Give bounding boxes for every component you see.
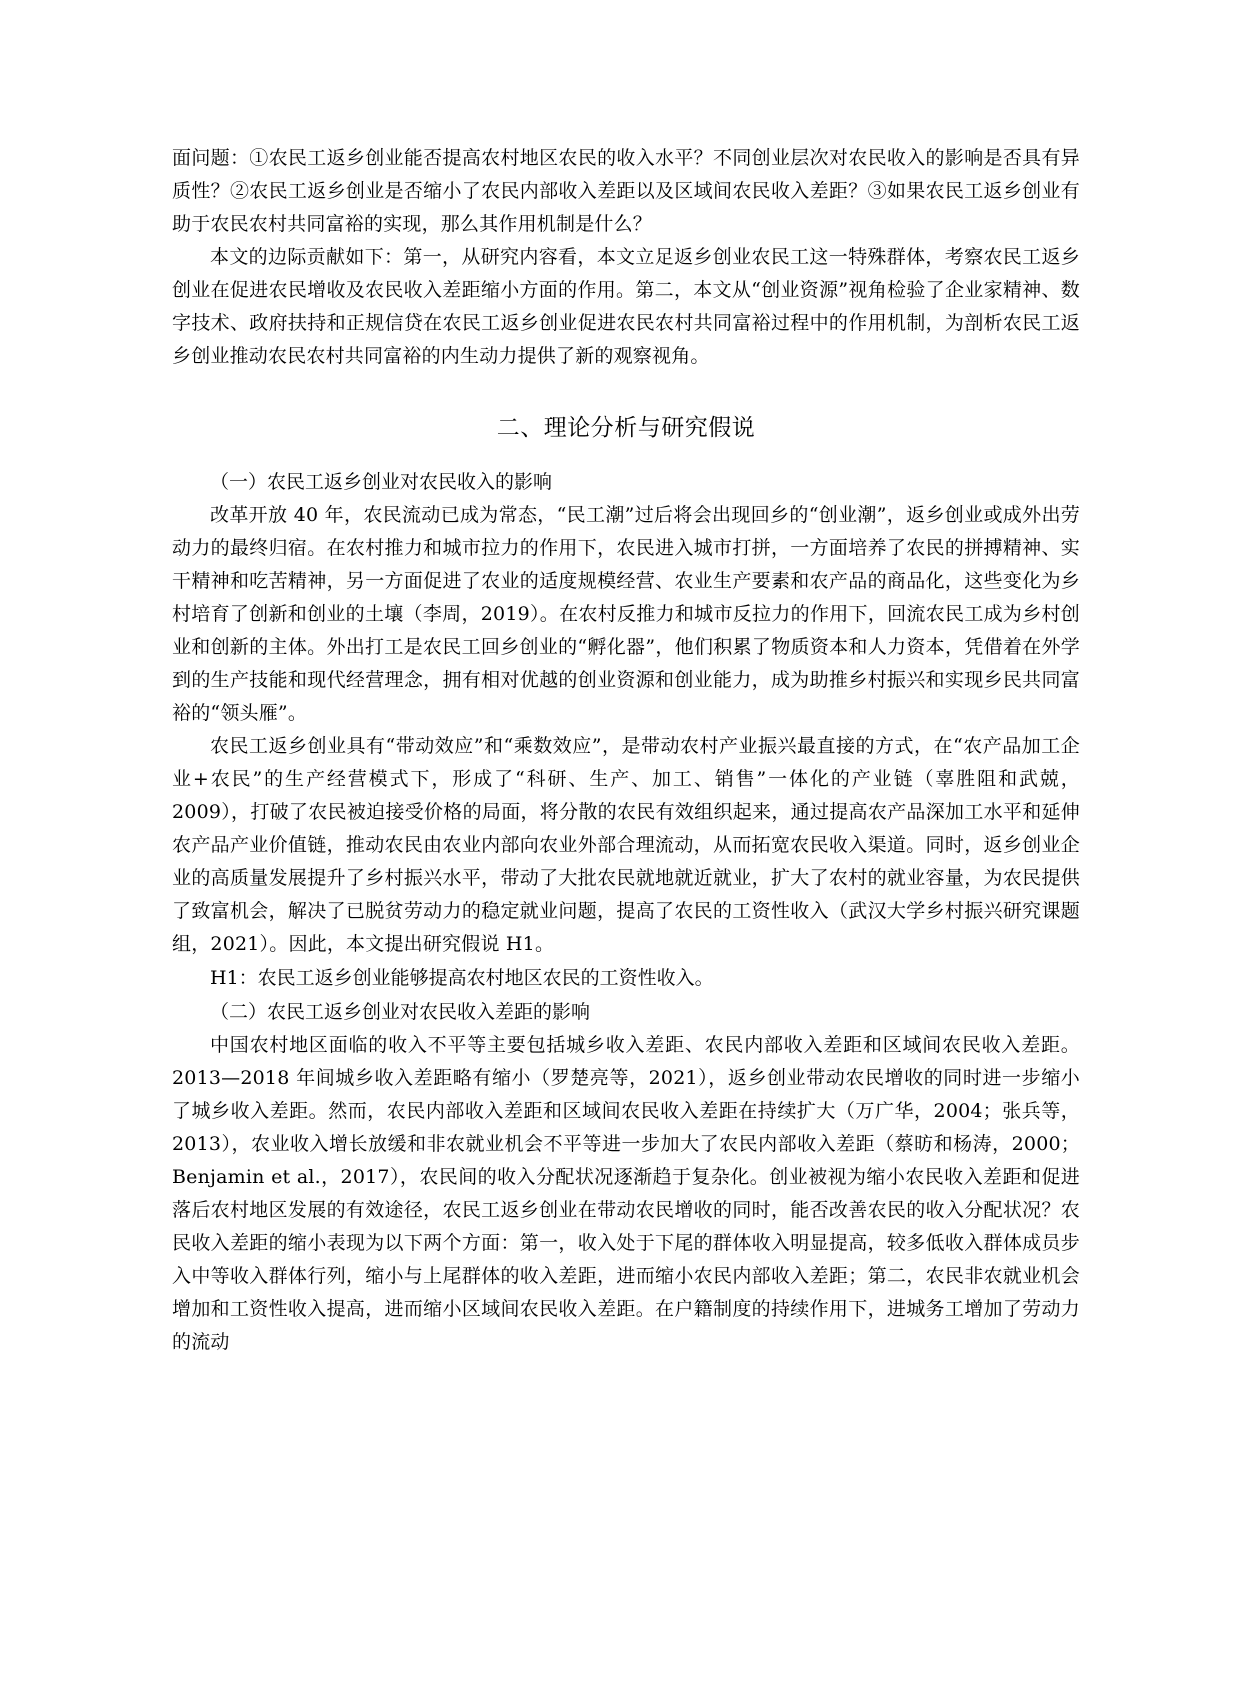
hypothesis-h1: H1：农民工返乡创业能够提高农村地区农民的工资性收入。 [210,967,714,989]
subsection-2-paragraph-1: 中国农村地区面临的收入不平等主要包括城乡收入差距、农民内部收入差距和区域间农民收入差距。2013—2018 年间城乡收入差距略有缩小（罗楚亮等，2021），返乡创业带动农民增收的同时进一步缩小了城乡收入差距。然而，农民内部收入差距和区域间农民收入差距在持续扩大（万广华，2004；张兵等，2013），农业收入增长放缓和非农就业机会不平等进一步加大了农民内部收入差距（蔡昉和杨涛，2000；Benjamin et al.，2017），农民间的收入分配状况逐渐趋于复杂化。创业被视为缩小农民收入差距和促进落后农村地区发展的有效途径，农民工返乡创业在带动农民增收的同时，能否改善农民的收入分配状况？农民收入差距的缩小表现为以下两个方面：第一，收入处于下尾的群体收入明显提高，较多低收入群体成员步入中等收入群体行列，缩小与上尾群体的收入差距，进而缩小农民内部收入差距；第二，农民非农就业机会增加和工资性收入提高，进而缩小区域间农民收入差距。在户籍制度的持续作用下，进城务工增加了劳动力的流动 [172,1034,1080,1353]
subsection-heading-2: （二）农民工返乡创业对农民收入差距的影响 [210,1001,591,1023]
intro-paragraph-contributions: 本文的边际贡献如下：第一，从研究内容看，本文立足返乡创业农民工这一特殊群体，考察农民工返乡创业在促进农民增收及农民收入差距缩小方面的作用。第二，本文从“创业资源”视角检验了企业家精神、数字技术、政府扶持和正规信贷在农民工返乡创业促进农民农村共同富裕过程中的作用机制，为剖析农民工返乡创业推动农民农村共同富裕的内生动力提供了新的观察视角。 [172,246,1080,367]
subsection-heading-1: （一）农民工返乡创业对农民收入的影响 [210,471,553,493]
intro-paragraph-questions: 面问题：①农民工返乡创业能否提高农村地区农民的收入水平？不同创业层次对农民收入的影响是否具有异质性？②农民工返乡创业是否缩小了农民内部收入差距以及区域间农民收入差距？③如果农民工返乡创业有助于农民农村共同富裕的实现，那么其作用机制是什么？ [172,147,1080,235]
subsection-1-paragraph-1: 改革开放 40 年，农民流动已成为常态，“民工潮”过后将会出现回乡的“创业潮”，返乡创业或成外出劳动力的最终归宿。在农村推力和城市拉力的作用下，农民进入城市打拼，一方面培养了农民的拼搏精神、实干精神和吃苦精神，另一方面促进了农业的适度规模经营、农业生产要素和农产品的商品化，这些变化为乡村培育了创新和创业的土壤（李周，2019）。在农村反推力和城市反拉力的作用下，回流农民工成为乡村创业和创新的主体。外出打工是农民工回乡创业的“孵化器”，他们积累了物质资本和人力资本，凭借着在外学到的生产技能和现代经营理念，拥有相对优越的创业资源和创业能力，成为助推乡村振兴和实现乡民共同富裕的“领头雁”。 [172,504,1080,724]
subsection-1-paragraph-2: 农民工返乡创业具有“带动效应”和“乘数效应”，是带动农村产业振兴最直接的方式，在“农产品加工企业+农民”的生产经营模式下，形成了“科研、生产、加工、销售”一体化的产业链（辜胜阻和武兢，2009），打破了农民被迫接受价格的局面，将分散的农民有效组织起来，通过提高农产品深加工水平和延伸农产品产业价值链，推动农民由农业内部向农业外部合理流动，从而拓宽农民收入渠道。同时，返乡创业企业的高质量发展提升了乡村振兴水平，带动了大批农民就地就近就业，扩大了农村的就业容量，为农民提供了致富机会，解决了已脱贫劳动力的稳定就业问题，提高了农民的工资性收入（武汉大学乡村振兴研究课题组，2021）。因此，本文提出研究假说 H1。 [172,735,1080,955]
document-page [172,142,1080,1359]
section-heading: 二、理论分析与研究假说 [496,415,756,441]
